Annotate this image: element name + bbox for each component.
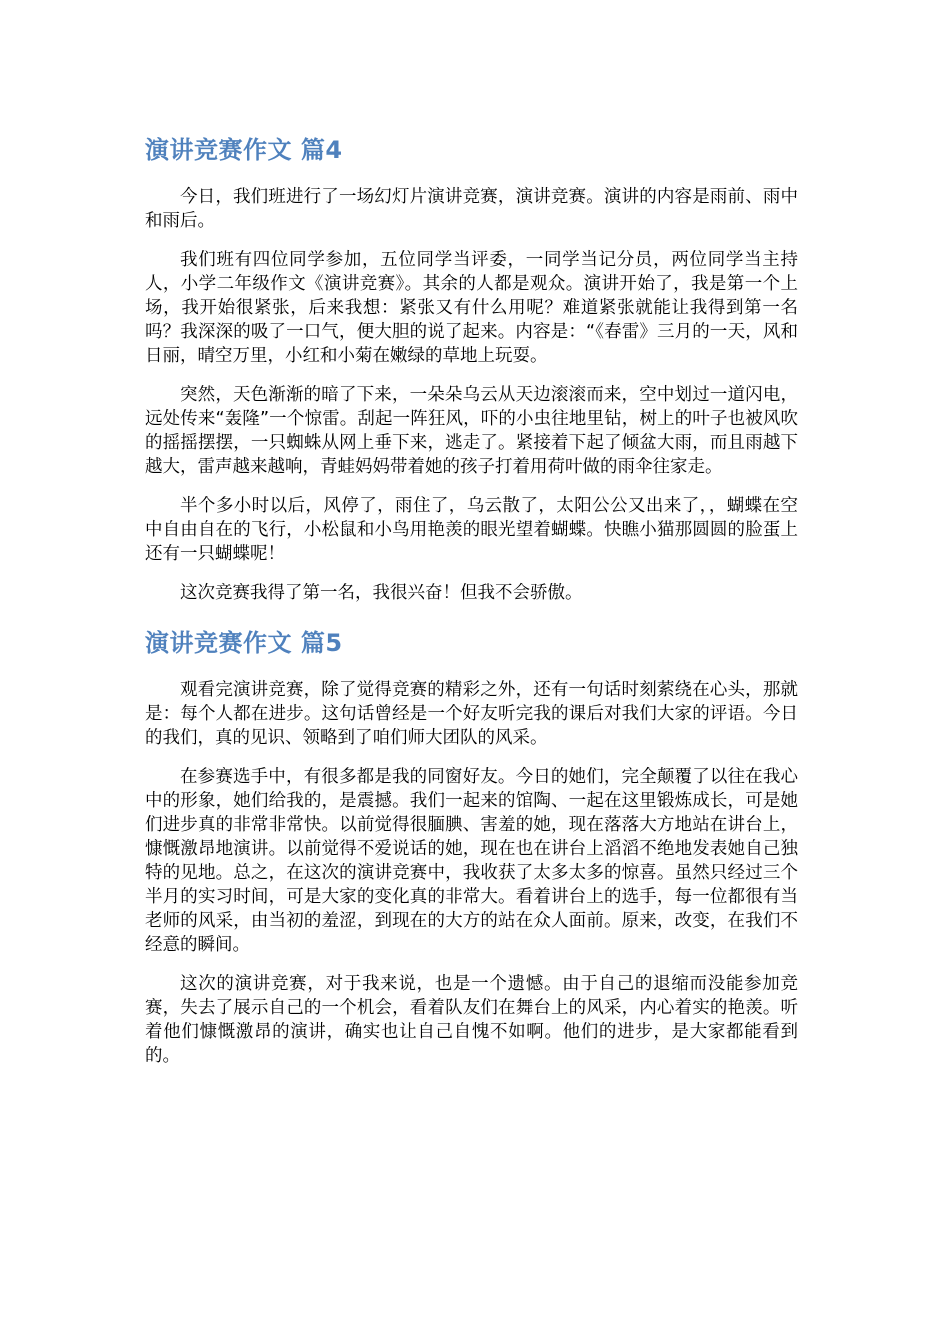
paragraph: 突然，天色渐渐的暗了下来，一朵朵乌云从天边滚滚而来，空中划过一道闪电，远处传来“轰隆”一个惊雷。刮起一阵狂风，吓的小虫往地里钻，树上的叶子也被风吹的摇摇摆摆，一只蜘蛛从网上垂下来，逃走了。紧接着下起了倾盆大雨，而且雨越下越大，雷声越来越响，青蛙妈妈带着她的孩子打着用荷叶做的雨伞往家走。 (145, 385, 798, 477)
paragraph: 半个多小时以后，风停了，雨住了，乌云散了，太阳公公又出来了，，蝴蝶在空中自由自在的飞行，小松鼠和小鸟用艳羡的眼光望着蝴蝶。快瞧小猫那圆圆的脸蛋上还有一只蝴蝶呢！ (145, 496, 798, 564)
paragraph: 这次竞赛我得了第一名，我很兴奋！但我不会骄傲。 (180, 583, 583, 603)
essay-section-4 (145, 132, 798, 605)
essay-section-5 (145, 625, 798, 1068)
paragraph: 这次的演讲竞赛，对于我来说，也是一个遗憾。由于自己的退缩而没能参加竞赛，失去了展示自己的一个机会，看着队友们在舞台上的风采，内心着实的艳羡。听着他们慷慨激昂的演讲，确实也让自己自愧不如啊。他们的进步，是大家都能看到的。 (145, 974, 798, 1066)
paragraph: 观看完演讲竞赛，除了觉得竞赛的精彩之外，还有一句话时刻萦绕在心头，那就是：每个人都在进步。这句话曾经是一个好友听完我的课后对我们大家的评语。今日的我们，真的见识、领略到了咱们师大团队的风采。 (145, 680, 798, 748)
section-heading: 演讲竞赛作文 篇4 (145, 136, 343, 164)
section-heading: 演讲竞赛作文 篇5 (145, 629, 343, 657)
paragraph: 我们班有四位同学参加，五位同学当评委，一同学当记分员，两位同学当主持人，小学二年级作文《演讲竞赛》。其余的人都是观众。演讲开始了，我是第一个上场，我开始很紧张，后来我想：紧张又有什么用呢？难道紧张就能让我得到第一名吗？我深深的吸了一口气，便大胆的说了起来。内容是：“《春雷》三月的一天，风和日丽，晴空万里，小红和小菊在嫩绿的草地上玩耍。 (145, 250, 798, 366)
paragraph: 在参赛选手中，有很多都是我的同窗好友。今日的她们，完全颠覆了以往在我心中的形象，她们给我的，是震撼。我们一起来的馆陶、一起在这里锻炼成长，可是她们进步真的非常非常快。以前觉得很腼腆、害羞的她，现在落落大方地站在讲台上，慷慨激昂地演讲。以前觉得不爱说话的她，现在也在讲台上滔滔不绝地发表她自己独特的见地。总之，在这次的演讲竞赛中，我收获了太多太多的惊喜。虽然只经过三个半月的实习时间，可是大家的变化真的非常大。看着讲台上的选手，每一位都很有当老师的风采，由当初的羞涩，到现在的大方的站在众人面前。原来，改变，在我们不经意的瞬间。 (145, 767, 798, 955)
paragraph: 今日，我们班进行了一场幻灯片演讲竞赛，演讲竞赛。演讲的内容是雨前、雨中和雨后。 (145, 187, 798, 231)
